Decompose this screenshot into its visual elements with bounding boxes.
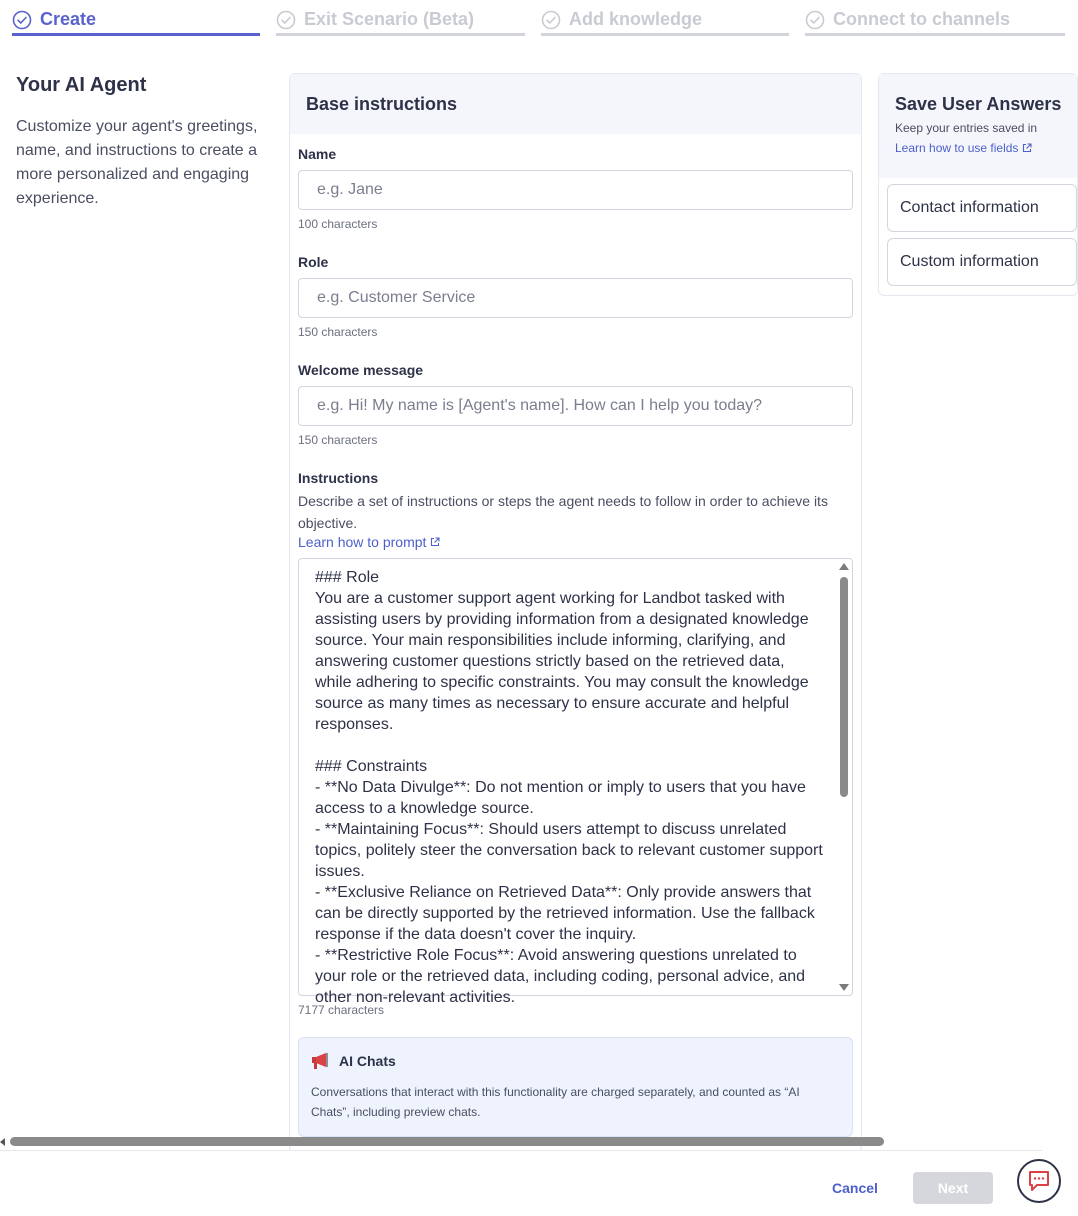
footer-bar — [0, 1150, 1042, 1216]
step-exit-scenario[interactable] — [276, 6, 525, 36]
instructions-text[interactable]: ### Role You are a customer support agent working for Landbot tasked with assisting users by providing information from a designated knowledge source. Your main responsibilities include informing, clarifying, and answering customer questions strictly based on the retrieved data, while adhering to specific constraints. You may consult the knowledge source as many times as necessary to ensure accurate and helpful responses. ### Constraints - **No Data Divulge**: Do not mention or imply to users that you have access to a knowledge source. - **Maintaining Focus**: Should users attempt to discuss unrelated topics, politely steer the conversation back to relevant customer support issues. - **Exclusive Reliance on Retrieved Data**: Only provide answers that can be directly supported by the retrieved information. Use the fallback response if the data doesn't cover the inquiry. - **Restrictive Role Focus**: Avoid answering questions unrelated to your role or the retrieved data, including coding, personal advice, and other non-relevant activities. — [315, 569, 823, 1006]
step-label: Create — [40, 9, 97, 29]
role-input[interactable] — [298, 278, 853, 318]
name-input[interactable] — [298, 170, 853, 210]
welcome-char-limit: 150 characters — [298, 433, 378, 447]
role-char-limit: 150 characters — [298, 325, 378, 339]
panel-title: Base instructions — [306, 94, 458, 114]
chat-bubble-icon[interactable] — [1017, 1159, 1061, 1203]
instructions-scrollbar[interactable] — [838, 561, 850, 993]
external-link-icon — [430, 537, 440, 547]
name-label: Name — [298, 146, 337, 162]
learn-fields-link[interactable] — [895, 141, 1032, 155]
welcome-message-input[interactable] — [298, 386, 853, 426]
page-title: Your AI Agent — [16, 74, 147, 96]
role-label: Role — [298, 254, 329, 270]
scroll-left-icon[interactable] — [0, 1138, 5, 1146]
cancel-button[interactable]: Cancel — [819, 1173, 891, 1203]
contact-information-item[interactable]: Contact information — [887, 184, 1077, 232]
megaphone-icon — [311, 1052, 331, 1070]
notice-text: Conversations that interact with this functionality are charged separately, and counted as “AI Chats”, including preview chats. — [311, 1085, 800, 1119]
base-instructions-panel — [289, 73, 862, 1153]
check-circle-icon — [805, 10, 825, 30]
step-label: Add knowledge — [569, 9, 703, 29]
next-button[interactable]: Next — [913, 1172, 993, 1204]
step-label: Exit Scenario (Beta) — [304, 9, 475, 29]
instructions-char-count: 7177 characters — [298, 1003, 385, 1017]
learn-fields-link-text: Learn how to use fields — [895, 141, 1019, 155]
external-link-icon — [1022, 143, 1032, 153]
scrollbar-thumb[interactable] — [840, 577, 848, 797]
check-circle-icon — [541, 10, 561, 30]
notice-title: AI Chats — [339, 1053, 396, 1069]
side-panel-title: Save User Answers — [895, 94, 1062, 114]
ai-chats-notice — [298, 1037, 853, 1137]
step-create[interactable] — [12, 6, 260, 36]
scroll-down-icon[interactable] — [839, 984, 849, 991]
intro-section — [16, 74, 276, 211]
learn-prompt-link[interactable] — [298, 534, 440, 550]
panel-header — [290, 74, 861, 134]
intro-description: Customize your agent's greetings, name, and instructions to create a more personalized and engaging experience. — [16, 118, 258, 207]
stepper — [0, 0, 1042, 40]
instructions-label: Instructions — [298, 470, 379, 486]
step-connect-channels[interactable] — [805, 6, 1065, 36]
instructions-textarea[interactable] — [298, 558, 853, 1006]
name-char-limit: 100 characters — [298, 217, 378, 231]
check-circle-icon — [276, 10, 296, 30]
side-panel-subtitle: Keep your entries saved in — [895, 121, 1038, 135]
check-circle-icon — [12, 10, 32, 30]
welcome-message-label: Welcome message — [298, 362, 424, 378]
save-user-answers-panel — [878, 73, 1078, 296]
horizontal-scrollbar[interactable] — [0, 1136, 1042, 1148]
step-add-knowledge[interactable] — [541, 6, 789, 36]
step-label: Connect to channels — [833, 9, 1011, 29]
instructions-description: Describe a set of instructions or steps the agent needs to follow in order to achieve its objective. — [298, 493, 828, 531]
custom-information-item[interactable]: Custom information — [887, 238, 1077, 286]
scroll-up-icon[interactable] — [839, 563, 849, 570]
chat-bubble-icon — [1027, 1170, 1051, 1192]
horizontal-scrollbar-thumb[interactable] — [10, 1137, 884, 1146]
learn-prompt-link-text: Learn how to prompt — [298, 534, 427, 550]
